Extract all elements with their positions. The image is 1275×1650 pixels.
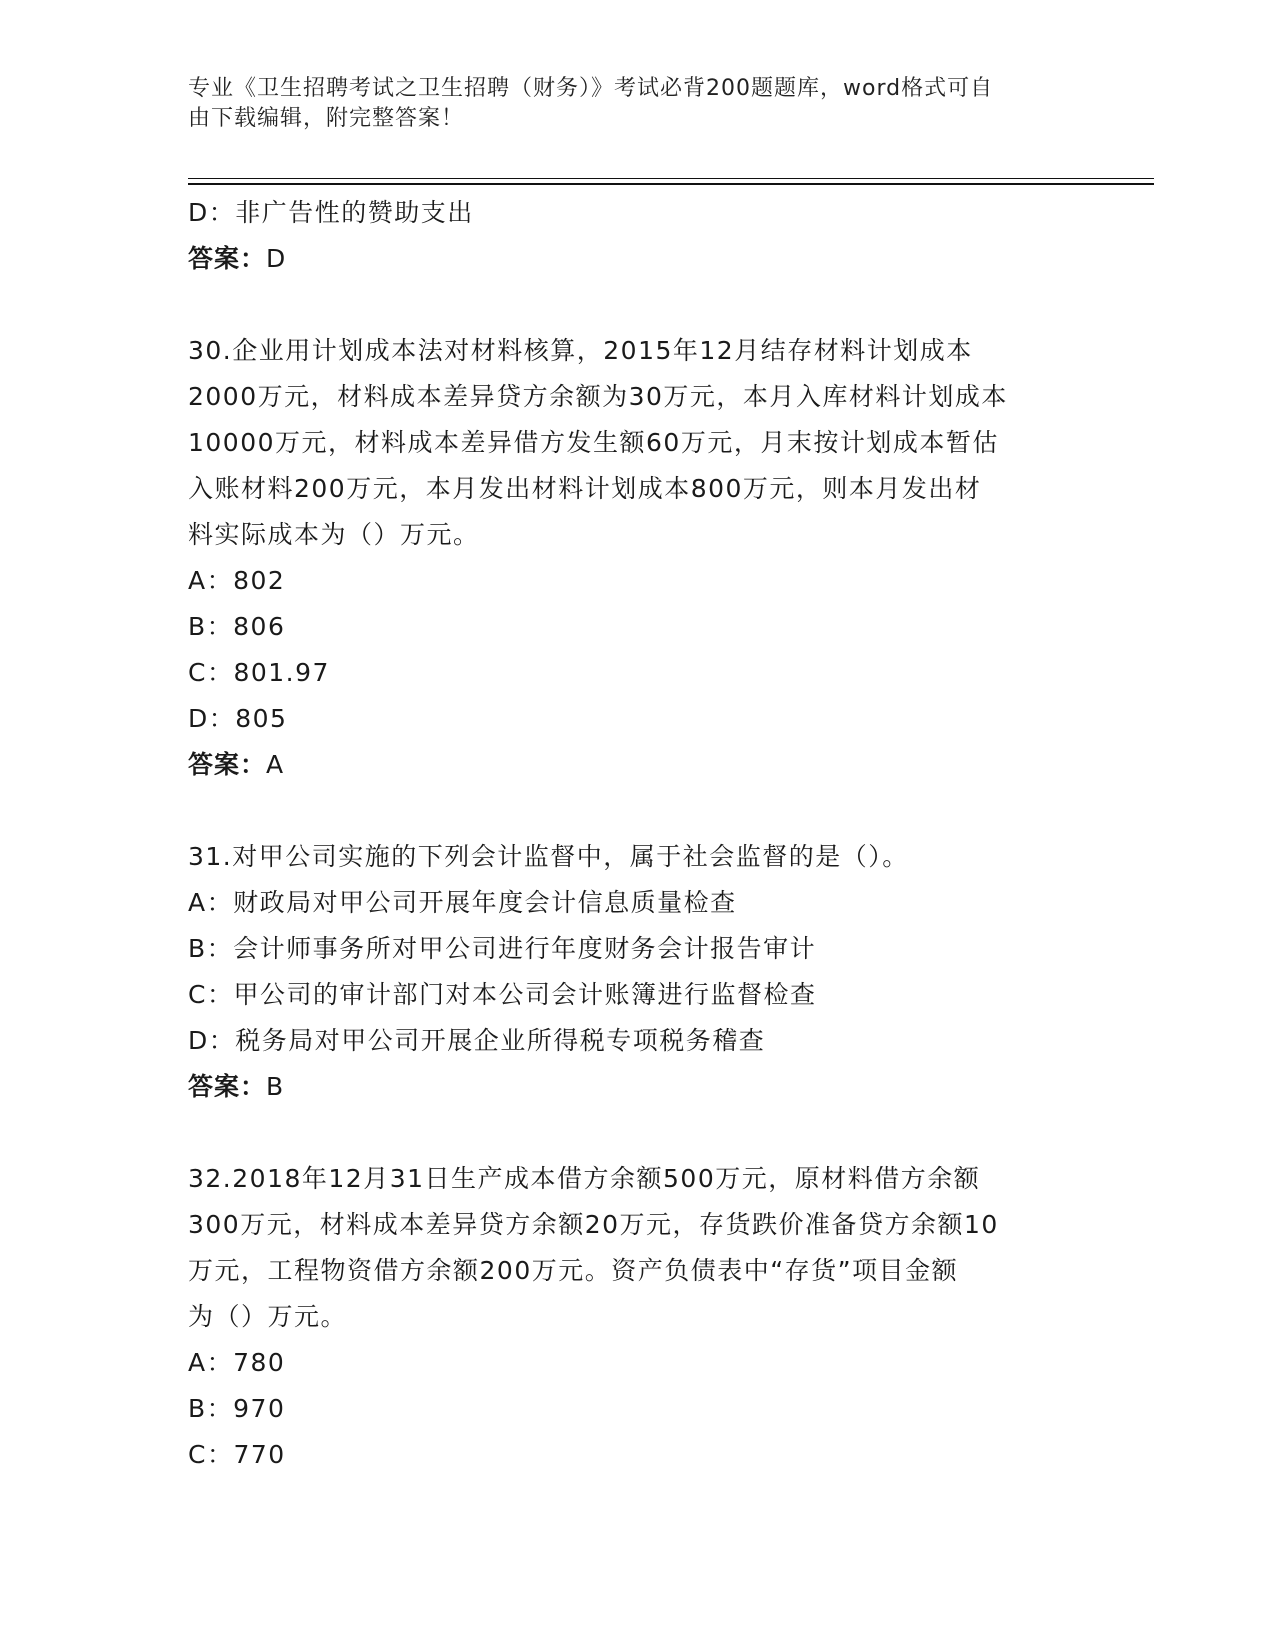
question-stem-line: 为（）万元。 bbox=[188, 1302, 348, 1331]
header-divider-thick bbox=[188, 183, 1154, 185]
answer-label: 答案： bbox=[188, 244, 267, 273]
spacer bbox=[188, 1110, 1088, 1156]
question-stem-line: 万元，工程物资借方余额200万元。资产负债表中“存货”项目金额 bbox=[188, 1256, 959, 1285]
question-stem-line: 32.2018年12月31日生产成本借方余额500万元，原材料借方余额 bbox=[188, 1164, 981, 1193]
document-header bbox=[188, 74, 1068, 134]
option-d: D：非广告性的赞助支出 bbox=[188, 198, 474, 227]
question-stem-line: 料实际成本为（）万元。 bbox=[188, 520, 480, 549]
answer-label: 答案： bbox=[188, 750, 267, 779]
option-a: A：财政局对甲公司开展年度会计信息质量检查 bbox=[188, 888, 737, 917]
question-stem-line: 入账材料200万元，本月发出材料计划成本800万元，则本月发出材 bbox=[188, 474, 982, 503]
option-c: C：甲公司的审计部门对本公司会计账簿进行监督检查 bbox=[188, 980, 817, 1009]
header-title-line-1: 专业《卫生招聘考试之卫生招聘（财务）》考试必背200题题库，word格式可自 bbox=[188, 76, 994, 101]
answer-line bbox=[188, 742, 1088, 788]
answer-label: 答案： bbox=[188, 1072, 267, 1101]
option-d: D：税务局对甲公司开展企业所得税专项税务稽查 bbox=[188, 1026, 766, 1055]
question-29 bbox=[188, 190, 1088, 282]
spacer bbox=[188, 788, 1088, 834]
question-stem-line: 300万元，材料成本差异贷方余额20万元，存货跌价准备贷方余额10 bbox=[188, 1210, 999, 1239]
question-content bbox=[188, 190, 1088, 1478]
question-stem-line: 31.对甲公司实施的下列会计监督中，属于社会监督的是（）。 bbox=[188, 842, 909, 871]
answer-line bbox=[188, 236, 1088, 282]
question-stem-line: 30.企业用计划成本法对材料核算，2015年12月结存材料计划成本 bbox=[188, 336, 973, 365]
header-title-line-2: 由下载编辑，附完整答案！ bbox=[188, 106, 465, 131]
option-b: B：806 bbox=[188, 612, 286, 641]
question-31 bbox=[188, 834, 1088, 1110]
option-d: D：805 bbox=[188, 704, 288, 733]
header-divider-thin bbox=[188, 178, 1154, 179]
option-c: C：770 bbox=[188, 1440, 286, 1469]
option-b: B：970 bbox=[188, 1394, 286, 1423]
option-b: B：会计师事务所对甲公司进行年度财务会计报告审计 bbox=[188, 934, 817, 963]
option-a: A：802 bbox=[188, 566, 286, 595]
answer-value: D bbox=[266, 244, 287, 273]
answer-line bbox=[188, 1064, 1088, 1110]
question-30 bbox=[188, 328, 1088, 788]
option-c: C：801.97 bbox=[188, 658, 330, 687]
option-a: A：780 bbox=[188, 1348, 286, 1377]
question-stem-line: 2000万元，材料成本差异贷方余额为30万元，本月入库材料计划成本 bbox=[188, 382, 1008, 411]
answer-value: A bbox=[266, 750, 285, 779]
answer-value: B bbox=[266, 1072, 285, 1101]
question-stem-line: 10000万元，材料成本差异借方发生额60万元，月末按计划成本暂估 bbox=[188, 428, 999, 457]
spacer bbox=[188, 282, 1088, 328]
question-32 bbox=[188, 1156, 1088, 1478]
